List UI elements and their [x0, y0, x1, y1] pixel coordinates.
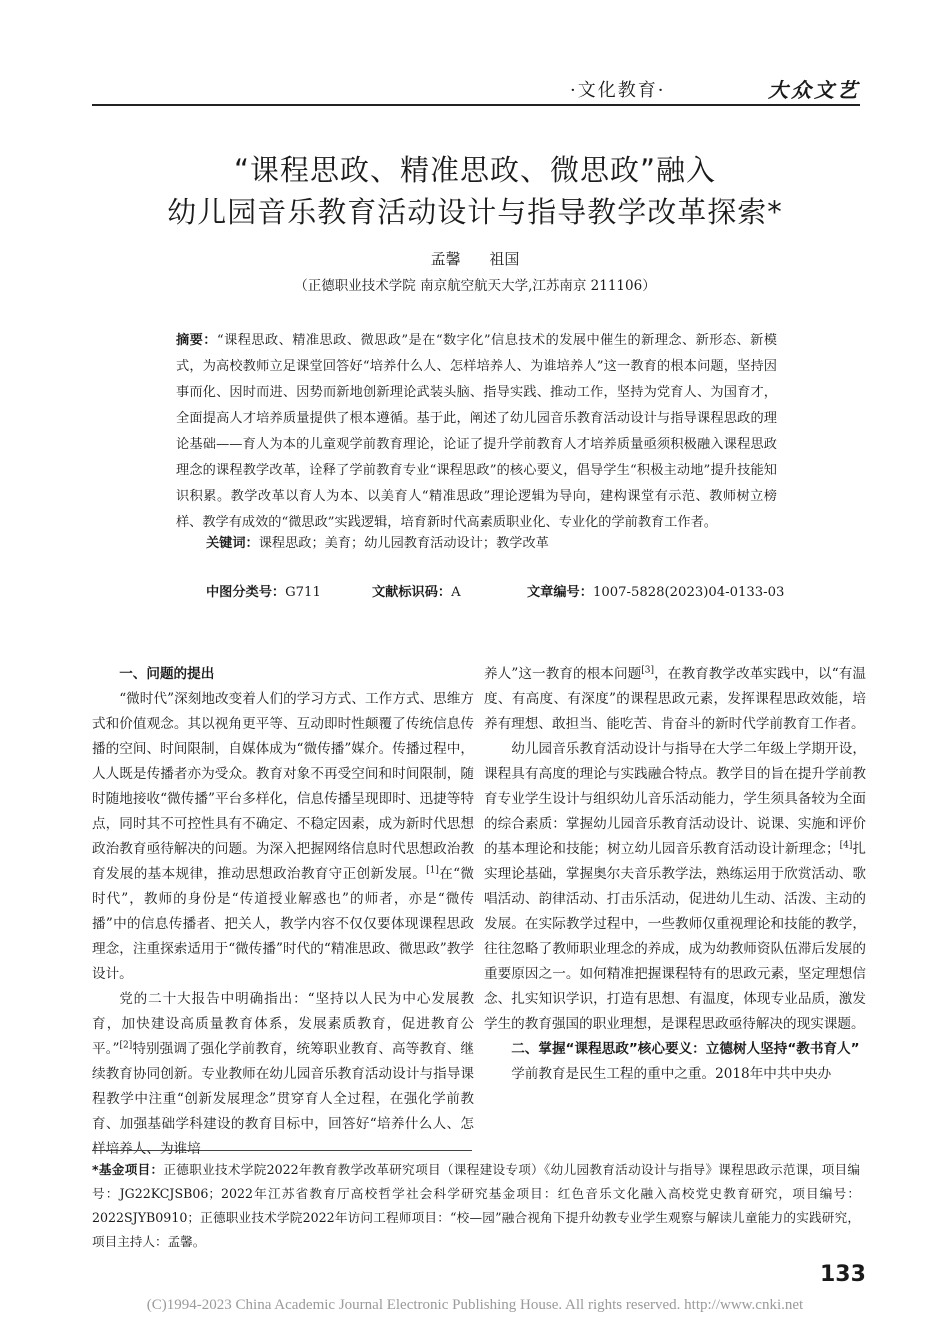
footnote-text: 正德职业技术学院2022年教育教学改革研究项目（课程建设专项）《幼儿园教育活动设计与指导》课程思政示范课，项目编号：JG22KCJSB06；2022年江苏省教育厅高校哲学社会科学研究基金项目：红色音乐文化融入高校党史教育研究，项目编号：2022SJYB0910；正德职业技术学院2022年访问工程师项目：“校—园”融合视角下提升幼教专业学生观察与解读儿童能力的实践研究，项目主持人：孟馨。 [92, 1162, 860, 1249]
paragraph-text: 幼儿园音乐教育活动设计与指导在大学二年级上学期开设，课程具有高度的理论与实践融合特点。教学目的旨在提升学前教育专业学生设计与组织幼儿音乐活动能力，学生须具备较为全面的综合素质：掌握幼儿园音乐教育活动设计、说课、实施和评价的基本理论和技能；树立幼儿园音乐教育活动设计新理念； [484, 741, 866, 857]
paragraph-text: 扎实理论基础，掌握奥尔夫音乐教学法，熟练运用于欣赏活动、歌唱活动、韵律活动、打击乐活动，促进幼儿生动、活泼、主动的发展。在实际教学过程中，一些教师仅重视理论和技能的教学，往往忽略了教师职业理念的养成，成为幼教师资队伍滞后发展的重要原因之一。如何精准把握课程特有的思政元素，坚定理想信念、扎实知识学识，打造有思想、有温度，体现专业品质，激发学生的教育强国的职业理想，是课程思政亟待解决的现实课题。 [484, 841, 867, 1032]
document-code [372, 581, 461, 600]
affiliation: （正德职业技术学院 南京航空航天大学,江苏南京 211106） [294, 278, 656, 294]
journal-name: 大众文艺 [768, 78, 860, 102]
body-column-left [92, 662, 474, 1162]
article-number [527, 581, 784, 600]
journal-section-label: ·文化教育· [570, 80, 666, 101]
paragraph-text: 养人”这一教育的根本问题 [484, 666, 642, 682]
article-title-line-2: 幼儿园音乐教育活动设计与指导教学改革探索* [167, 195, 783, 229]
document-code-label: 文献标识码： [372, 585, 452, 600]
abstract-text: “课程思政、精准思政、微思政”是在“数字化”信息技术的发展中催生的新理念、新形态、新模式，为高校教师立足课堂回答好“培养什么人、怎样培养人、为谁培养人”这一教育的根本问题，坚持因事而化、因时而进、因势而新地创新理论武装头脑、指导实践、推动工作，坚持为党育人、为国育才，全面提高人才培养质量提供了根本遵循。基于此，阐述了幼儿园音乐教育活动设计与指导课程思政的理论基础——育人为本的儿童观学前教育理论，论证了提升学前教育人才培养质量亟须积极融入课程思政理念的课程教学改革，诠释了学前教育专业“课程思政”的核心要义，倡导学生“积极主动地”提升技能知识积累。教学改革以育人为本、以美育人“精准思政”理论逻辑为导向，建构课堂有示范、教师树立榜样、教学有成效的“微思政”实践逻辑，培育新时代高素质职业化、专业化的学前教育工作者。 [176, 333, 777, 530]
footnote-rule [92, 1150, 472, 1151]
paragraph [484, 1062, 866, 1087]
paragraph-text: 党的二十大报告中明确指出：“坚持以人民为中心发展教育，加快建设高质量教育体系，发展素质教育，促进教育公平。” [92, 991, 474, 1057]
body-column-right [484, 662, 866, 1087]
paragraph [92, 687, 474, 987]
paragraph-text: ，在教育教学改革实践中，以“有温度、有高度、有深度”的课程思政元素，发挥课程思政效能，培养有理想、敢担当、能吃苦、肯奋斗的新时代学前教育工作者。 [484, 666, 866, 732]
page-number: 133 [820, 1262, 866, 1287]
keywords [206, 534, 776, 554]
paragraph-continued [484, 662, 866, 737]
section-heading-1: 一、问题的提出 [119, 666, 215, 682]
article-title-line-1: “课程思政、精准思政、微思政”融入 [233, 153, 717, 187]
citation-ref: [2] [119, 1040, 133, 1051]
paragraph-text: 在“微时代”，教师的身份是“传道授业解惑也”的师者，亦是“微传播”中的信息传播者、把关人，教学内容不仅仅要体现课程思政理念，注重探索适用于“微传播”时代的“精准思政、微思政”教学设计。 [92, 866, 474, 982]
clc-label: 中图分类号： [206, 585, 286, 600]
article-number-value: 1007-5828(2023)04-0133-03 [592, 585, 785, 600]
abstract-label: 摘要： [176, 333, 217, 348]
citation-ref: [4] [839, 840, 853, 851]
paragraph-text: 特别强调了强化学前教育，统筹职业教育、高等教育、继续教育协同创新。专业教师在幼儿园音乐教育活动设计与指导课程教学中注重“创新发展理念”贯穿育人全过程，在强化学前教育、加强基础学科建设的教育目标中，回答好“培养什么人、怎样培养人、为谁培 [92, 1041, 475, 1157]
funding-footnote [92, 1158, 860, 1254]
abstract [176, 328, 777, 536]
article-number-label: 文章编号： [527, 585, 593, 600]
document-code-value: A [451, 585, 461, 600]
keywords-text: 课程思政；美育；幼儿园教育活动设计；教学改革 [258, 536, 549, 551]
citation-ref: [1] [426, 865, 439, 876]
authors: 孟馨 祖国 [430, 250, 520, 268]
paragraph-text: “微时代”深刻地改变着人们的学习方式、工作方式、思维方式和价值观念。其以视角更平等、互动即时性颠覆了传统信息传播的空间、时间限制，自媒体成为“微传播”媒介。传播过程中，人人既是传播者亦为受众。教育对象不再受空间和时间限制，随时随地接收“微传播”平台多样化，信息传播呈现即时、迅捷等特点，同时其不可控性具有不确定、不稳定因素，成为新时代思想政治教育亟待解决的问题。为深入把握网络信息时代思想政治教育发展的基本规律，推动思想政治教育守正创新发展。 [92, 691, 474, 882]
clc-value: G711 [285, 585, 321, 600]
header-rule [92, 104, 860, 106]
section-heading-2: 二、掌握“课程思政”核心要义：立德树人坚持“教书育人” [511, 1041, 860, 1057]
citation-ref: [3] [641, 665, 655, 676]
keywords-label: 关键词： [206, 536, 259, 551]
clc-number [206, 581, 321, 600]
paragraph [484, 737, 866, 1037]
footnote-label: *基金项目： [92, 1162, 164, 1177]
paragraph [92, 987, 474, 1162]
paragraph-text: 学前教育是民生工程的重中之重。2018年中共中央办 [511, 1066, 832, 1082]
copyright-watermark: (C)1994-2023 China Academic Journal Electronic Publishing House. All rights reserved. http://www.cnki.net [146, 1297, 804, 1313]
